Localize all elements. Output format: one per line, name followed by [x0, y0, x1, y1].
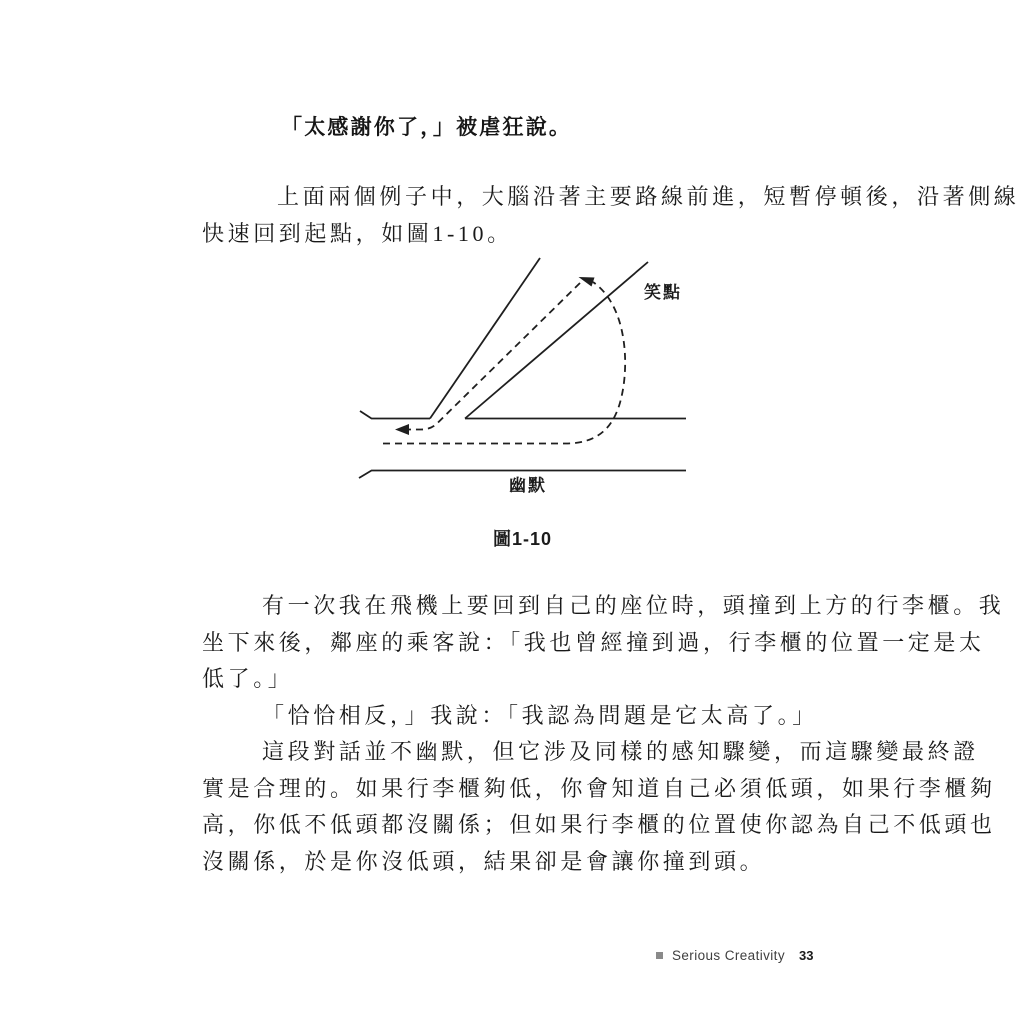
- paragraph-2-line: 實是合理的。如果行李櫃夠低，你會知道自己必須低頭，如果行李櫃夠: [202, 775, 996, 801]
- main-track-left-line: [360, 411, 430, 419]
- paragraph-1: [202, 179, 1020, 252]
- paragraph-2-line: 有一次我在飛機上要回到自己的座位時，頭撞到上方的行李櫃。我: [262, 593, 1005, 618]
- paragraph-2-line: 坐下來後，鄰座的乘客說：「我也曾經撞到過，行李櫃的位置一定是太: [202, 629, 985, 655]
- paragraph-2-line: 沒關係，於是你沒低頭，結果卻是會讓你撞到頭。: [202, 848, 766, 874]
- arrow-left-icon: [395, 424, 409, 435]
- paragraph-1-line: 快速回到起點，如圖1-10。: [202, 220, 513, 246]
- main-road-diagonal: [465, 262, 648, 419]
- page-footer: [656, 948, 813, 963]
- paragraph-2-line: 「恰恰相反，」我說：「我認為問題是它太高了。」: [262, 702, 818, 728]
- paragraph-2: [202, 588, 1005, 880]
- paragraph-2-line: 高，你低不低頭都沒關係；但如果行李櫃的位置使你認為自己不低頭也: [202, 812, 996, 837]
- paragraph-2-line: 低了。」: [202, 666, 294, 691]
- arrow-top-icon: [579, 277, 595, 287]
- page-heading: 「太感謝你了，」被虐狂說。: [281, 116, 573, 139]
- footer-page-number: 33: [799, 948, 814, 963]
- footer-square-icon: [656, 952, 663, 959]
- footer-book-title: Serious Creativity: [672, 948, 785, 963]
- side-track-diagonal: [430, 258, 540, 419]
- label-humor: 幽默: [509, 476, 547, 495]
- figure-caption: 圖1-10: [492, 529, 553, 549]
- label-laugh-point: 笑點: [644, 283, 682, 302]
- paragraph-1-line: 上面兩個例子中，大腦沿著主要路線前進，短暫停頓後，沿著側線: [277, 184, 1020, 209]
- return-path-dashed: [403, 283, 580, 430]
- paragraph-2-line: 這段對話並不幽默，但它涉及同樣的感知驟變，而這驟變最終證: [262, 739, 979, 764]
